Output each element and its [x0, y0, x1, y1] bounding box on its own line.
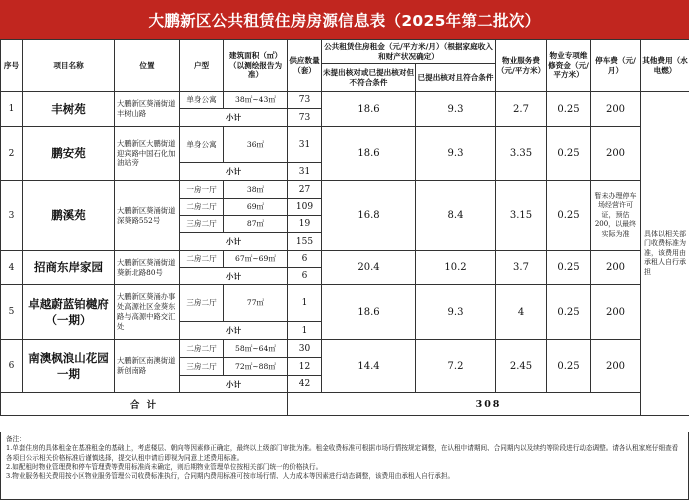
maint-fund: 0.25 — [547, 340, 591, 393]
table-row — [1, 92, 689, 109]
property-fee: 3.35 — [496, 127, 547, 181]
unit-count: 12 — [288, 358, 322, 376]
notes-heading: 备注： — [6, 435, 26, 443]
seq-cell: 4 — [1, 251, 23, 285]
subtotal-label: 小计 — [180, 109, 288, 127]
unit-type: 单身公寓 — [180, 92, 224, 109]
unit-count: 6 — [288, 251, 322, 268]
rent-b: 9.3 — [416, 285, 496, 340]
unit-type: 一房一厅 — [180, 181, 224, 199]
rent-a: 20.4 — [322, 251, 416, 285]
rent-a: 16.8 — [322, 181, 416, 251]
table-row — [1, 127, 689, 163]
subtotal-label: 小计 — [180, 233, 288, 251]
project-location: 大鹏新区大鹏街道迎宾路中国石化加油站旁 — [115, 127, 180, 181]
seq-cell: 2 — [1, 127, 23, 181]
unit-area: 72㎡~88㎡ — [224, 358, 288, 376]
header-area: 建筑面积（㎡）（以测绘报告为准） — [224, 40, 288, 92]
maint-fund: 0.25 — [547, 92, 591, 127]
seq-cell: 3 — [1, 181, 23, 251]
unit-type: 三房二厅 — [180, 358, 224, 376]
unit-area: 87㎡ — [224, 216, 288, 233]
property-fee: 4 — [496, 285, 547, 340]
notes-section — [0, 432, 689, 500]
project-location: 大鹏新区葵涌街道葵新北路80号 — [115, 251, 180, 285]
subtotal-label: 小计 — [180, 376, 288, 393]
project-name: 卓越蔚蓝铂樾府（一期） — [23, 285, 115, 340]
rent-a: 18.6 — [322, 92, 416, 127]
unit-count: 27 — [288, 181, 322, 199]
subtotal-value: 42 — [288, 376, 322, 393]
unit-count: 31 — [288, 127, 322, 163]
property-fee: 2.45 — [496, 340, 547, 393]
property-fee: 3.15 — [496, 181, 547, 251]
maint-fund: 0.25 — [547, 285, 591, 340]
unit-area: 38㎡ — [224, 181, 288, 199]
header-parking: 停车费（元/月） — [591, 40, 641, 92]
unit-type: 二房二厅 — [180, 199, 224, 216]
subtotal-label: 小计 — [180, 163, 288, 181]
project-name: 鹏溪苑 — [23, 181, 115, 251]
total-value: 308 — [288, 393, 689, 416]
note-item: 2.如配租时物业管理费和停车管理费等费用标准尚未确定，则后期物业管理单位按相关部门统一的价格执行。 — [6, 463, 323, 472]
unit-count: 30 — [288, 340, 322, 358]
unit-area: 77㎡ — [224, 285, 288, 322]
table-row — [1, 285, 689, 322]
unit-count: 1 — [288, 285, 322, 322]
project-location: 大鹏新区葵涌街道深葵路552号 — [115, 181, 180, 251]
housing-table — [0, 39, 689, 416]
unit-type: 二房二厅 — [180, 340, 224, 358]
header-rent-b: 已提出核对且符合条件 — [416, 64, 496, 92]
total-row — [1, 393, 689, 416]
header-unit-type: 户型 — [180, 40, 224, 92]
parking-fee: 200 — [591, 251, 641, 285]
note-item: 1.单套住房的具体租金在基准租金的基础上，考虑楼层、朝向等因素修正确定，最终以上级部门审批为准。租金收费标准可根据市场行情按规定调整，在认租申请期间、合同期内以及续约等阶段进行动态调整。请各认租家庭仔细查看各项目公示相关价格标准后谨慎选择，提交认租申请后即视为同意上述费用标准。 — [6, 444, 679, 462]
parking-fee: 200 — [591, 92, 641, 127]
header-location: 位置 — [115, 40, 180, 92]
unit-area: 67㎡~69㎡ — [224, 251, 288, 268]
subtotal-value: 31 — [288, 163, 322, 181]
table-row — [1, 340, 689, 358]
header-maint-fund: 物业专项维修资金（元/平方米） — [547, 40, 591, 92]
unit-count: 109 — [288, 199, 322, 216]
subtotal-value: 155 — [288, 233, 322, 251]
subtotal-value: 6 — [288, 268, 322, 285]
maint-fund: 0.25 — [547, 181, 591, 251]
table-row — [1, 251, 689, 268]
header-count: 供应数量（套） — [288, 40, 322, 92]
rent-a: 18.6 — [322, 285, 416, 340]
unit-count: 19 — [288, 216, 322, 233]
parking-fee: 暂未办理停车场经营许可证，预估200，以最终实际为准 — [591, 181, 641, 251]
header-other: 其他费用（水电燃） — [641, 40, 689, 92]
unit-area: 58㎡~64㎡ — [224, 340, 288, 358]
project-name: 南澳枫浪山花园一期 — [23, 340, 115, 393]
rent-a: 18.6 — [322, 127, 416, 181]
unit-area: 69㎡ — [224, 199, 288, 216]
total-label: 合 计 — [1, 393, 288, 416]
seq-cell: 1 — [1, 92, 23, 127]
table-row — [1, 181, 689, 199]
unit-type: 单身公寓 — [180, 127, 224, 163]
project-name: 招商东岸家园 — [23, 251, 115, 285]
header-seq: 序号 — [1, 40, 23, 92]
subtotal-value: 73 — [288, 109, 322, 127]
project-location: 大鹏新区葵涌办事处高源社区金葵东路与高源中路交汇处 — [115, 285, 180, 340]
rent-a: 14.4 — [322, 340, 416, 393]
parking-fee: 200 — [591, 127, 641, 181]
rent-b: 7.2 — [416, 340, 496, 393]
rent-b: 9.3 — [416, 127, 496, 181]
header-rent-group: 公共租赁住房租金（元/平方米/月）（根据家庭收入和财产状况确定） — [322, 40, 496, 64]
project-location: 大鹏新区葵涌街道丰树山路 — [115, 92, 180, 127]
subtotal-label: 小计 — [180, 268, 288, 285]
project-name: 鹏安苑 — [23, 127, 115, 181]
unit-area: 36㎡ — [224, 127, 288, 163]
other-fee-note: 具体以相关部门收费标准为准，该费用由承租人自行承担 — [641, 92, 689, 416]
parking-fee: 200 — [591, 285, 641, 340]
seq-cell: 6 — [1, 340, 23, 393]
parking-fee: 200 — [591, 340, 641, 393]
property-fee: 3.7 — [496, 251, 547, 285]
rent-b: 8.4 — [416, 181, 496, 251]
unit-type: 二房二厅 — [180, 251, 224, 268]
project-name: 丰树苑 — [23, 92, 115, 127]
unit-type: 三房二厅 — [180, 285, 224, 322]
property-fee: 2.7 — [496, 92, 547, 127]
rent-b: 10.2 — [416, 251, 496, 285]
project-location: 大鹏新区南澳街道新创南路 — [115, 340, 180, 393]
header-project: 项目名称 — [23, 40, 115, 92]
note-item: 3.物业服务相关费用按小区物业服务管理公司收费标准执行，合同期内费用标准可按市场行情、人力成本等因素进行动态调整，该费用由承租人自行承担。 — [6, 472, 455, 481]
header-property-fee: 物业服务费（元/平方米） — [496, 40, 547, 92]
subtotal-value: 1 — [288, 322, 322, 340]
header-rent-a: 未提出核对或已提出核对但不符合条件 — [322, 64, 416, 92]
seq-cell: 5 — [1, 285, 23, 340]
maint-fund: 0.25 — [547, 127, 591, 181]
unit-area: 38㎡~43㎡ — [224, 92, 288, 109]
subtotal-label: 小计 — [180, 322, 288, 340]
page-title: 大鹏新区公共租赁住房房源信息表（2025年第二批次） — [0, 0, 689, 39]
unit-type: 三房二厅 — [180, 216, 224, 233]
maint-fund: 0.25 — [547, 251, 591, 285]
unit-count: 73 — [288, 92, 322, 109]
rent-b: 9.3 — [416, 92, 496, 127]
